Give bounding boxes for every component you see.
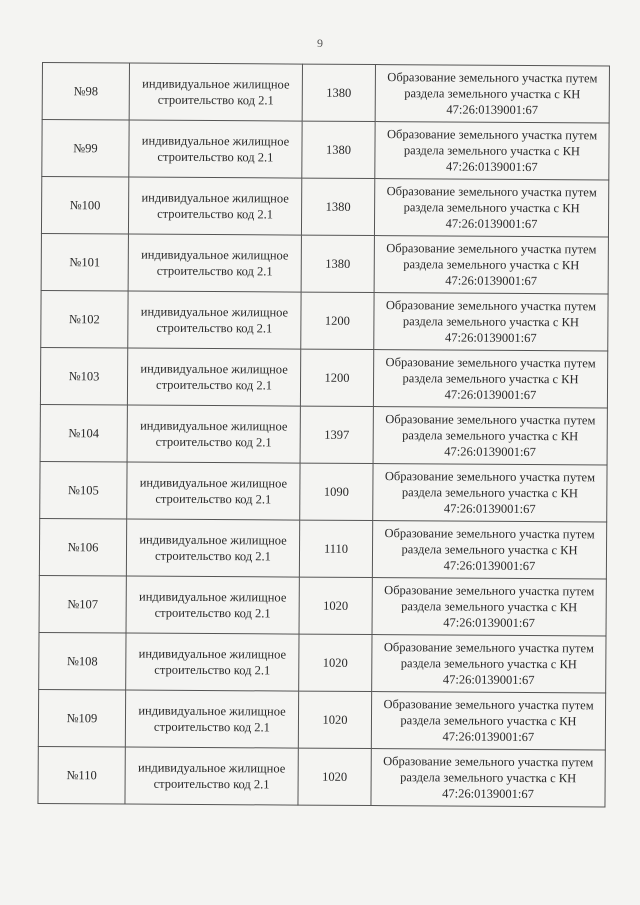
- land-use-line: индивидуальное жилищное: [139, 532, 287, 548]
- formation-method-cell: [374, 179, 608, 237]
- cadastral-number: 47:26:0139001:67: [442, 672, 535, 688]
- land-use-cell: [127, 405, 300, 463]
- land-use-cell: [127, 462, 300, 520]
- land-use-line: строительство код 2.1: [155, 434, 272, 450]
- formation-method-cell: [371, 692, 605, 750]
- formation-method-line: раздела земельного участка с КН: [400, 770, 577, 786]
- land-use-line: строительство код 2.1: [157, 92, 274, 108]
- cadastral-number: 47:26:0139001:67: [443, 558, 536, 574]
- formation-method-line: Образование земельного участка путем: [385, 412, 596, 428]
- plot-number-cell: №100: [41, 177, 128, 235]
- plot-area-cell: 1380: [301, 178, 374, 235]
- land-use-line: строительство код 2.1: [154, 605, 271, 621]
- land-plots-table: [37, 62, 610, 807]
- plot-area-cell: 1020: [299, 634, 372, 691]
- table-row: [42, 120, 609, 180]
- land-use-cell: [129, 120, 302, 178]
- formation-method-line: Образование земельного участка путем: [383, 640, 595, 656]
- land-use-cell: [126, 633, 299, 691]
- table-row: [39, 518, 606, 578]
- land-use-line: строительство код 2.1: [156, 320, 273, 336]
- formation-method-cell: [373, 350, 607, 408]
- land-use-cell: [125, 690, 298, 748]
- plot-number-cell: №108: [39, 632, 126, 690]
- formation-method-line: раздела земельного участка с КН: [401, 599, 578, 615]
- land-use-cell: [128, 291, 301, 349]
- land-use-cell: [128, 234, 301, 292]
- formation-method-line: Образование земельного участка путем: [386, 241, 597, 257]
- land-use-line: индивидуальное жилищное: [140, 418, 288, 434]
- cadastral-number: 47:26:0139001:67: [445, 159, 538, 175]
- land-plots-table-body: [38, 63, 610, 807]
- plot-number-cell: №109: [38, 689, 125, 747]
- formation-method-line: раздела земельного участка с КН: [402, 314, 579, 330]
- plot-area-cell: 1380: [301, 235, 374, 292]
- cadastral-number: 47:26:0139001:67: [445, 273, 538, 289]
- land-use-line: индивидуальное жилищное: [140, 304, 289, 320]
- land-use-cell: [128, 177, 301, 235]
- formation-method-line: Образование земельного участка путем: [383, 697, 594, 713]
- formation-method-line: раздела земельного участка с КН: [400, 656, 577, 672]
- table-row: [42, 63, 609, 123]
- plot-number-cell: №102: [41, 290, 128, 348]
- plot-number-cell: №110: [38, 746, 125, 804]
- land-use-cell: [125, 747, 298, 805]
- land-use-line: строительство код 2.1: [154, 548, 271, 564]
- plot-area-cell: 1380: [302, 64, 375, 121]
- formation-method-line: раздела земельного участка с КН: [401, 542, 578, 558]
- formation-method-cell: [375, 122, 609, 180]
- table-row: [38, 746, 605, 806]
- table-row: [41, 233, 608, 293]
- cadastral-number: 47:26:0139001:67: [443, 501, 536, 517]
- land-use-line: индивидуальное жилищное: [137, 760, 286, 776]
- plot-area-cell: 1110: [299, 520, 372, 577]
- formation-method-line: Образование земельного участка путем: [385, 298, 597, 314]
- plot-area-cell: 1090: [300, 463, 373, 520]
- formation-method-line: Образование земельного участка путем: [384, 469, 596, 485]
- plot-number-cell: №98: [42, 63, 129, 121]
- table-row: [41, 177, 608, 237]
- land-use-line: строительство код 2.1: [157, 149, 274, 165]
- formation-method-line: Образование земельного участка путем: [384, 526, 595, 542]
- plot-area-cell: 1380: [302, 121, 375, 178]
- plot-number-cell: №99: [42, 120, 129, 178]
- land-use-line: индивидуальное жилищное: [140, 361, 288, 377]
- table-row: [39, 575, 606, 635]
- plot-area-cell: 1397: [300, 406, 373, 463]
- cadastral-number: 47:26:0139001:67: [444, 444, 536, 460]
- land-use-cell: [126, 519, 299, 577]
- formation-method-cell: [373, 464, 607, 522]
- land-use-line: строительство код 2.1: [154, 662, 271, 678]
- page-number: 9: [317, 36, 323, 50]
- formation-method-line: Образование земельного участка путем: [386, 127, 598, 143]
- formation-method-line: Образование земельного участка путем: [387, 70, 598, 86]
- cadastral-number: 47:26:0139001:67: [444, 387, 537, 403]
- table-row: [40, 347, 607, 407]
- formation-method-line: раздела земельного участка с КН: [403, 257, 580, 273]
- formation-method-line: раздела земельного участка с КН: [402, 428, 579, 444]
- land-use-line: строительство код 2.1: [156, 263, 273, 279]
- formation-method-cell: [372, 578, 606, 636]
- formation-method-line: раздела земельного участка с КН: [404, 86, 581, 102]
- formation-method-line: раздела земельного участка с КН: [402, 371, 579, 387]
- cadastral-number: 47:26:0139001:67: [443, 615, 535, 631]
- land-use-line: индивидуальное жилищное: [138, 703, 286, 719]
- plot-number-cell: №103: [40, 347, 127, 405]
- formation-method-cell: [373, 407, 607, 465]
- plot-area-cell: 1020: [299, 577, 372, 634]
- land-use-line: строительство код 2.1: [153, 776, 270, 792]
- formation-method-line: Образование земельного участка путем: [386, 184, 597, 200]
- land-use-line: индивидуальное жилищное: [139, 475, 288, 491]
- table-row: [40, 461, 607, 521]
- land-use-line: строительство код 2.1: [157, 206, 274, 222]
- table-row: [41, 290, 608, 350]
- plot-number-cell: №105: [40, 461, 127, 519]
- land-use-line: индивидуальное жилищное: [138, 646, 287, 662]
- plot-number-cell: №107: [39, 575, 126, 633]
- land-use-line: индивидуальное жилищное: [141, 247, 289, 263]
- formation-method-line: Образование земельного участка путем: [385, 355, 596, 371]
- plot-area-cell: 1200: [301, 292, 374, 349]
- land-use-line: индивидуальное жилищное: [141, 190, 289, 206]
- formation-method-cell: [372, 521, 606, 579]
- cadastral-number: 47:26:0139001:67: [445, 216, 538, 232]
- table-row: [38, 689, 605, 749]
- table-row: [40, 404, 607, 464]
- formation-method-line: Образование земельного участка путем: [383, 754, 594, 770]
- land-use-line: строительство код 2.1: [153, 719, 270, 735]
- cadastral-number: 47:26:0139001:67: [444, 330, 537, 346]
- land-use-cell: [126, 576, 299, 634]
- plot-number-cell: №106: [39, 518, 126, 576]
- cadastral-number: 47:26:0139001:67: [446, 102, 539, 118]
- formation-method-line: раздела земельного участка с КН: [403, 200, 580, 216]
- formation-method-line: раздела земельного участка с КН: [403, 143, 581, 159]
- cadastral-number: 47:26:0139001:67: [442, 786, 534, 802]
- formation-method-cell: [374, 293, 608, 351]
- land-use-line: индивидуальное жилищное: [142, 76, 290, 92]
- land-use-line: индивидуальное жилищное: [139, 589, 287, 605]
- plot-number-cell: №104: [40, 404, 127, 462]
- plot-area-cell: 1020: [298, 748, 371, 805]
- formation-method-line: Образование земельного участка путем: [384, 583, 595, 599]
- plot-area-cell: 1200: [300, 349, 373, 406]
- plot-number-cell: №101: [41, 233, 128, 291]
- formation-method-line: раздела земельного участка с КН: [400, 713, 577, 729]
- land-use-cell: [129, 63, 302, 121]
- land-use-cell: [127, 348, 300, 406]
- land-use-line: индивидуальное жилищное: [141, 133, 290, 149]
- formation-method-cell: [372, 635, 606, 693]
- formation-method-cell: [375, 65, 609, 123]
- table-row: [39, 632, 606, 692]
- land-use-line: строительство код 2.1: [155, 491, 272, 507]
- formation-method-cell: [374, 236, 608, 294]
- land-use-line: строительство код 2.1: [156, 377, 273, 393]
- plot-area-cell: 1020: [298, 691, 371, 748]
- formation-method-line: раздела земельного участка с КН: [401, 485, 578, 501]
- cadastral-number: 47:26:0139001:67: [442, 729, 535, 745]
- formation-method-cell: [371, 749, 605, 807]
